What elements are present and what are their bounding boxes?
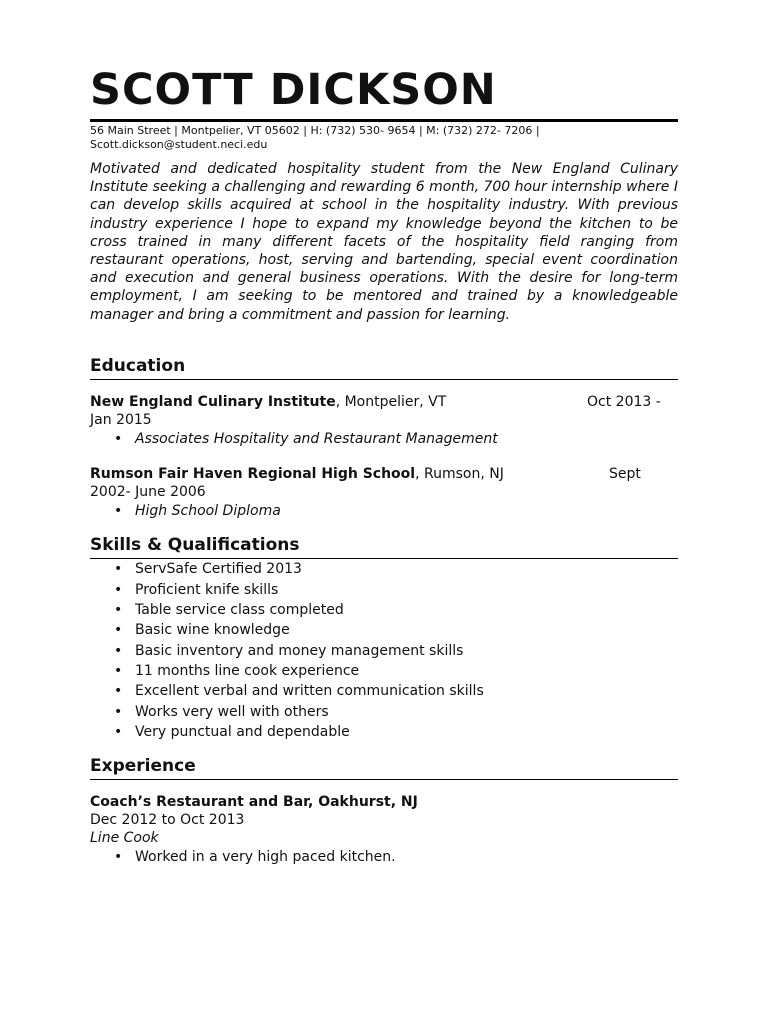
job-dates: Dec 2012 to Oct 2013 (90, 812, 245, 829)
candidate-name: SCOTT DICKSON (90, 65, 497, 115)
list-item: • 11 months line cook experience (90, 661, 678, 681)
summary-paragraph: Motivated and dedicated hospitality student from the New England Culinary Institute seeking a challenging and rewarding 6 month, 700 hour internship where I can develop skills acquired at school in the hospitality industry. With previous industry experience I hope to expand my knowledge beyond the kitchen to be cross trained in many different facets of the hospitality field ranging from restaurant operations, host, serving and bartending, special event coordination and execution and general business operations. With the desire for long-term employment, I am seeking to be mentored and trained by a knowledgeable manager and bring a commitment and passion for learning. (90, 161, 678, 323)
school-detail-list (90, 429, 678, 449)
experience-rule (90, 779, 678, 780)
skills-section (90, 534, 678, 742)
contact-email: Scott.dickson@student.neci.edu (90, 138, 268, 151)
list-item: • ServSafe Certified 2013 (90, 559, 678, 579)
school-date-end: 2002- June 2006 (90, 484, 206, 501)
list-item: • Basic inventory and money management skills (90, 641, 678, 661)
list-item: • Associates Hospitality and Restaurant Management (90, 429, 678, 449)
header-rule (90, 119, 678, 122)
skills-heading: Skills & Qualifications (90, 535, 300, 556)
list-item: • Proficient knife skills (90, 580, 678, 600)
education-section (90, 355, 678, 522)
experience-heading: Experience (90, 756, 196, 777)
experience-section (90, 755, 678, 867)
job-employer: Coach’s Restaurant and Bar, Oakhurst, NJ (90, 794, 418, 811)
education-heading: Education (90, 355, 186, 376)
school-location: , Montpelier, VT (335, 393, 447, 410)
contact-info (90, 124, 678, 152)
list-item: • Table service class completed (90, 600, 678, 620)
school-date-end: Jan 2015 (90, 411, 152, 428)
school-detail-list (90, 501, 678, 521)
list-item: • High School Diploma (90, 501, 678, 521)
school-name: Rumson Fair Haven Regional High School (90, 466, 416, 483)
school-entry (90, 393, 678, 429)
education-rule (90, 379, 678, 380)
job-title: Line Cook (90, 830, 159, 847)
school-entry (90, 465, 678, 501)
school-date-start: Sept (609, 466, 641, 483)
contact-line-1: 56 Main Street | Montpelier, VT 05602 | H: (732) 530- 9654 | M: (732) 272- 7206 | (90, 124, 540, 137)
school-location: , Rumson, NJ (415, 466, 504, 483)
school-date-start: Oct 2013 - (587, 393, 661, 410)
job-entry (90, 793, 678, 867)
skills-list (90, 559, 678, 742)
list-item: • Worked in a very high paced kitchen. (90, 847, 678, 867)
job-duties-list (90, 847, 678, 867)
list-item: • Basic wine knowledge (90, 620, 678, 640)
list-item: • Very punctual and dependable (90, 722, 678, 742)
list-item: • Works very well with others (90, 702, 678, 722)
resume-page (90, 62, 678, 867)
list-item: • Excellent verbal and written communication skills (90, 681, 678, 701)
school-name: New England Culinary Institute (90, 393, 336, 410)
